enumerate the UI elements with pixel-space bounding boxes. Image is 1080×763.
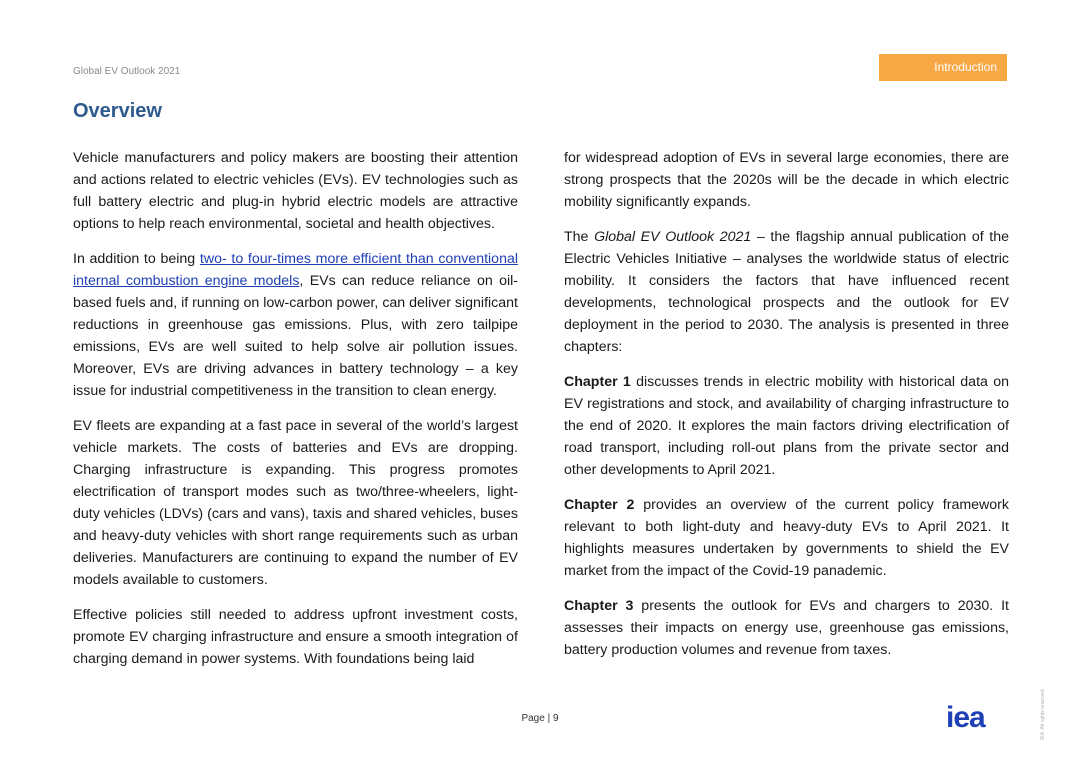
paragraph bbox=[564, 226, 1009, 358]
chapter-1-paragraph bbox=[564, 371, 1009, 481]
chapter-3-text: presents the outlook for EVs and chargers to 2030. It assesses their impacts on energy use, greenhouse gas emissions, battery production volumes and revenue from taxes. bbox=[564, 598, 1009, 658]
iea-logo: iea bbox=[946, 701, 985, 734]
publication-name: Global EV Outlook 2021 bbox=[594, 229, 752, 245]
publication-title: Global EV Outlook 2021 bbox=[73, 66, 181, 77]
page-title: Overview bbox=[73, 100, 162, 122]
chapter-1-text: discusses trends in electric mobility with historical data on EV registrations and stock, and availability of charging infrastructure to the end of 2020. It explores the main factors driving electrification of road transport, including roll-out plans from the private sector and other developments to April 2021. bbox=[564, 374, 1009, 478]
paragraph bbox=[73, 415, 518, 591]
paragraph bbox=[564, 147, 1009, 213]
efficiency-link[interactable]: two- to four-times more efficient than conventional internal combustion engine models bbox=[73, 251, 519, 289]
copyright-notice: IEA. All rights reserved. bbox=[1040, 688, 1046, 740]
paragraph-text: Effective policies still needed to address upfront investment costs, promote EV charging infrastructure and ensure a smooth integration of charging demand in power systems. With foundations being laid bbox=[73, 607, 518, 667]
paragraph-text: Vehicle manufacturers and policy makers are boosting their attention and actions related to electric vehicles (EVs). EV technologies such as full battery electric and plug-in hybrid electric models are attractive options to help reach environmental, societal and health objectives. bbox=[73, 150, 518, 232]
paragraph-text: EV fleets are expanding at a fast pace in several of the world’s largest vehicle markets. The costs of batteries and EVs are dropping. Charging infrastructure is expanding. This progress promotes electrification of transport modes such as two/three-wheelers, light-duty vehicles (LDVs) (cars and vans), taxis and shared vehicles, buses and heavy-duty vehicles with short range requirements such as urban deliveries. Manufacturers are continuing to expand the number of EV models available to customers. bbox=[73, 418, 518, 588]
paragraph-text: , EVs can reduce reliance on oil-based fuels and, if running on low-carbon power, can deliver significant reductions in greenhouse gas emissions. Plus, with zero tailpipe emissions, EVs are well suited to help solve air pollution issues. Moreover, EVs are driving advances in battery technology – a key issue for industrial competitiveness in the transition to clean energy. bbox=[73, 273, 518, 399]
paragraph-text: for widespread adoption of EVs in several large economies, there are strong prospects that the 2020s will be the decade in which electric mobility significantly expands. bbox=[564, 150, 1009, 210]
paragraph-text: – the flagship annual publication of the Electric Vehicles Initiative – analyses the worldwide status of electric mobility. It considers the factors that have influenced recent developments, technological prospects and the outlook for EV deployment in the period to 2030. The analysis is presented in three chapters: bbox=[564, 229, 1010, 355]
left-column bbox=[73, 147, 518, 683]
chapter-3-paragraph bbox=[564, 595, 1009, 661]
section-tab-introduction: Introduction bbox=[879, 54, 1007, 81]
chapter-1-label: Chapter 1 bbox=[564, 374, 631, 390]
chapter-2-text: provides an overview of the current policy framework relevant to both light-duty and heavy-duty EVs to April 2021. It highlights measures undertaken by governments to shield the EV market from the impact of the Covid-19 panademic. bbox=[564, 497, 1009, 579]
chapter-2-label: Chapter 2 bbox=[564, 497, 635, 513]
chapter-3-label: Chapter 3 bbox=[564, 598, 634, 614]
right-column bbox=[564, 147, 1009, 674]
paragraph-text: The bbox=[564, 229, 595, 245]
paragraph-text: In addition to being bbox=[73, 251, 200, 267]
paragraph bbox=[73, 147, 518, 235]
paragraph bbox=[73, 248, 518, 402]
page-number: Page | 9 bbox=[521, 713, 559, 724]
paragraph bbox=[73, 604, 518, 670]
chapter-2-paragraph bbox=[564, 494, 1009, 582]
